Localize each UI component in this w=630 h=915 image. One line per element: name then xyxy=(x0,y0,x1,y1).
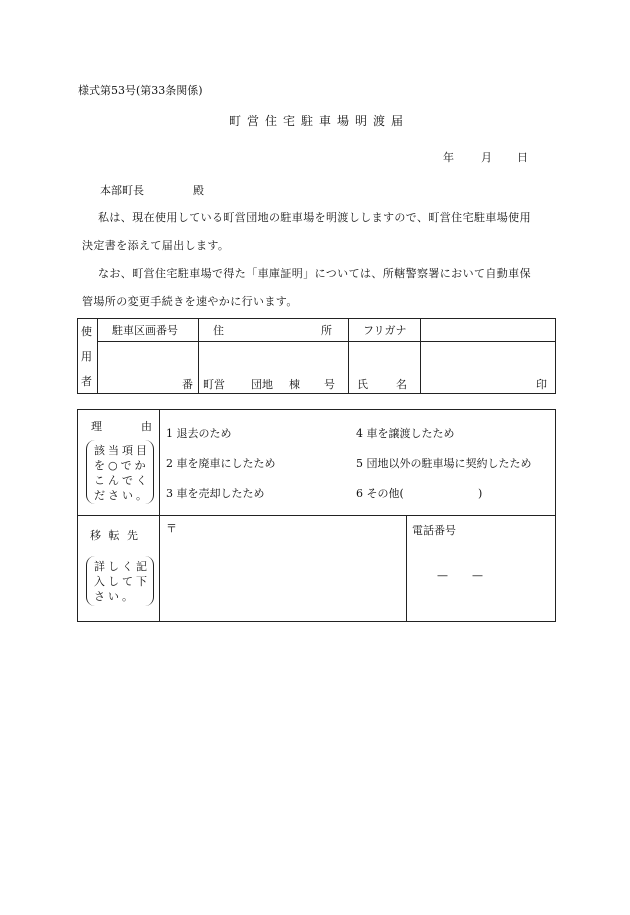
body-para2-line2: 管場所の変更手続きを速やかに行います。 xyxy=(82,295,298,308)
address-building-label: 棟 xyxy=(289,378,300,391)
furigana-header: フリガナ xyxy=(363,324,407,337)
body-para1-line2: 決定書を添えて届出します。 xyxy=(82,239,230,252)
date-day-label: 日 xyxy=(517,151,528,164)
move-address-field[interactable] xyxy=(175,516,405,620)
move-instruction-line2: 入して下 xyxy=(94,575,150,588)
date-month-label: 月 xyxy=(481,151,492,164)
move-instruction-line3: さい。 xyxy=(94,590,136,603)
reason-instruction-line1: 該当項目 xyxy=(94,444,150,457)
phone-dash-1: — xyxy=(437,569,448,582)
addressee-title: 本部町長 xyxy=(100,184,144,197)
reason-option-6[interactable]: 6 その他( xyxy=(356,487,404,500)
user-side-label-3: 者 xyxy=(81,375,92,388)
reason-instruction-line4: ださい。 xyxy=(94,489,150,502)
parking-number-suffix: 番 xyxy=(182,378,193,391)
address-header-a: 住 xyxy=(213,324,224,337)
reason-option-6-close: ) xyxy=(478,487,483,500)
reason-label-a: 理 xyxy=(91,420,102,433)
user-side-label-2: 用 xyxy=(81,350,92,363)
date-year-label: 年 xyxy=(443,151,454,164)
address-town-label: 町営 xyxy=(203,378,225,391)
phone-number-field[interactable] xyxy=(410,545,552,617)
parking-number-header: 駐車区画番号 xyxy=(112,324,178,337)
move-instruction-line1: 詳しく記 xyxy=(94,560,150,573)
seal-label: 印 xyxy=(536,378,547,391)
reason-label-b: 由 xyxy=(141,420,152,433)
reason-option-1[interactable]: 1 退去のため xyxy=(166,427,232,440)
reason-option-4[interactable]: 4 車を譲渡したため xyxy=(356,427,455,440)
page-title: 町営住宅駐車場明渡届 xyxy=(228,114,409,128)
reason-option-3[interactable]: 3 車を売却したため xyxy=(166,487,265,500)
name-label-b: 名 xyxy=(396,378,407,391)
move-destination-label: 移 転 先 xyxy=(90,529,140,542)
reason-option-5[interactable]: 5 団地以外の駐車場に契約したため xyxy=(356,457,532,470)
address-number-label: 号 xyxy=(324,378,335,391)
postal-code-mark: 〒 xyxy=(166,522,177,535)
body-para1-line1: 私は、現在使用している町営団地の駐車場を明渡ししますので、町営住宅駐車場使用 xyxy=(98,211,531,224)
address-header-b: 所 xyxy=(321,324,332,337)
reason-option-2[interactable]: 2 車を廃車にしたため xyxy=(166,457,276,470)
reason-instruction-line3: こんでく xyxy=(94,474,150,487)
name-label-a: 氏 xyxy=(357,378,368,391)
address-danchi-label: 団地 xyxy=(251,378,273,391)
addressee-honorific: 殿 xyxy=(193,184,204,197)
user-side-label-1: 使 xyxy=(81,325,92,338)
phone-number-label: 電話番号 xyxy=(412,524,456,537)
phone-dash-2: — xyxy=(472,569,483,582)
body-para2-line1: なお、町営住宅駐車場で得た「車庫証明」については、所轄警察署において自動車保 xyxy=(98,267,531,280)
reason-instruction-line2: を○でか xyxy=(94,459,149,472)
form-number: 様式第53号(第33条関係) xyxy=(78,84,203,97)
